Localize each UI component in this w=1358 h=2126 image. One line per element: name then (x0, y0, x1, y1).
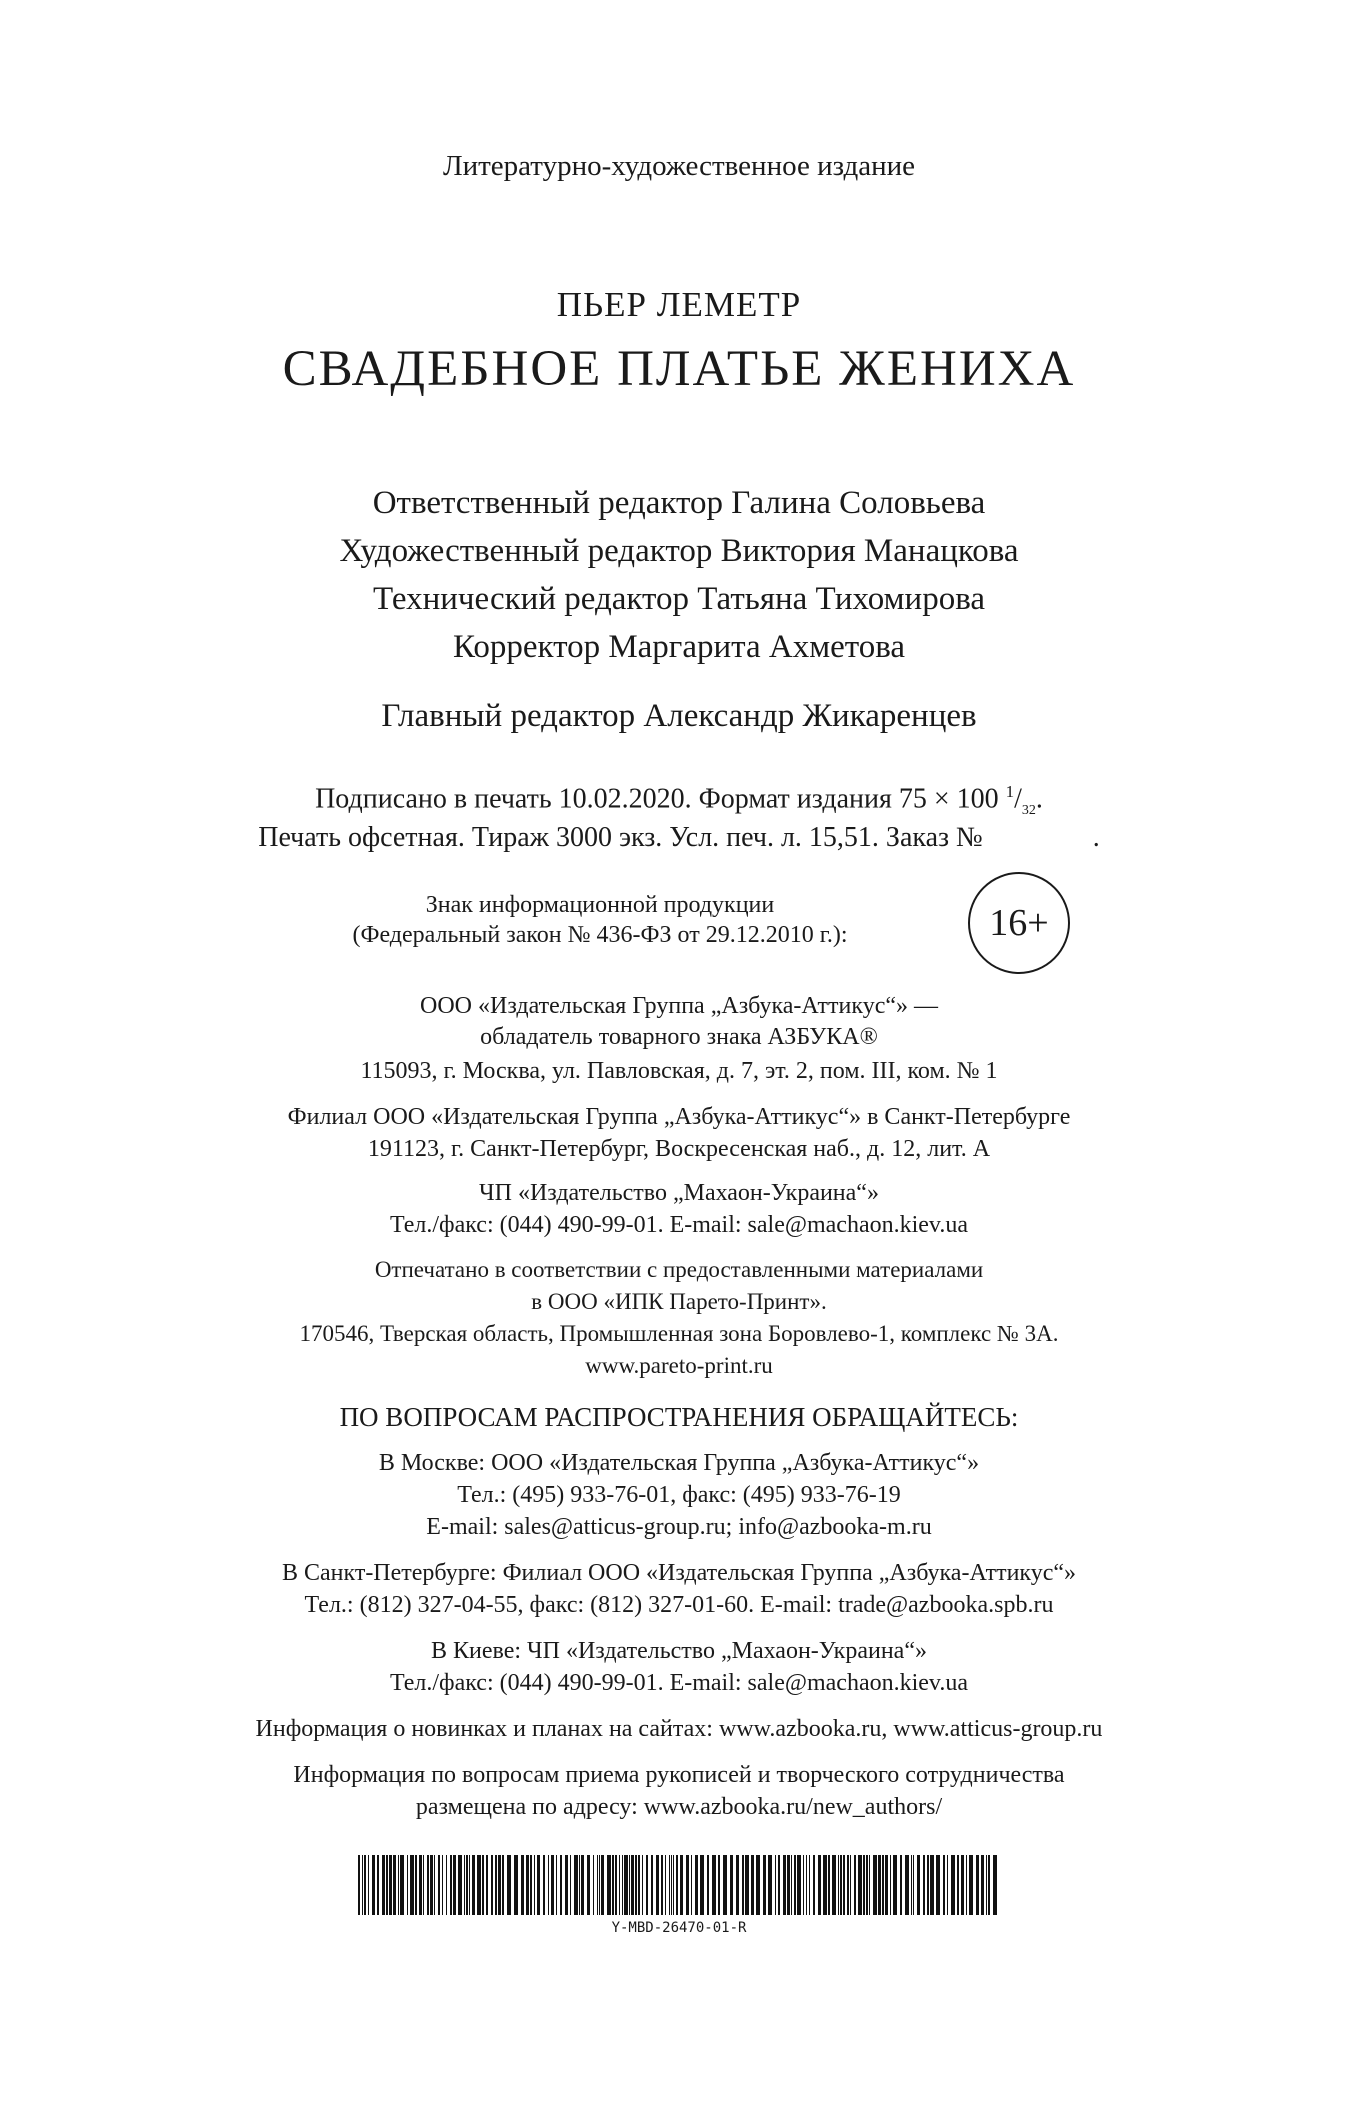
barcode-bar (818, 1855, 821, 1915)
barcode-bar (707, 1855, 709, 1915)
barcode-bar (917, 1855, 920, 1915)
barcode-bar (543, 1855, 545, 1915)
barcode-bar (885, 1855, 888, 1915)
age-rating-label: Знак информационной продукции (Федеральный закон № 436-ФЗ от 29.12.2010 г.): (352, 892, 848, 948)
barcode-bar (763, 1855, 766, 1915)
barcode-bar (673, 1855, 674, 1915)
barcode-bar (526, 1855, 529, 1915)
spb-contact: В Санкт-Петербурге: Филиал ООО «Издательская Группа „Азбука-Аттикус“» (281, 1560, 1077, 1586)
barcode-bar (560, 1855, 562, 1915)
printer-website: www.pareto-print.ru (585, 1353, 773, 1378)
barcode-bar (794, 1855, 796, 1915)
barcode-bar (745, 1855, 749, 1915)
barcode-bar (803, 1855, 804, 1915)
barcode-bar (854, 1855, 856, 1915)
barcode-bar (680, 1855, 683, 1915)
barcode-bar (951, 1855, 955, 1915)
barcode-bar (873, 1855, 877, 1915)
barcode-bar (624, 1855, 628, 1915)
barcode-bar (969, 1855, 973, 1915)
barcode-bar (453, 1855, 456, 1915)
barcode-bar (809, 1855, 810, 1915)
barcode-bar (599, 1855, 600, 1915)
barcode-bar (642, 1855, 643, 1915)
barcode-bar (410, 1855, 414, 1915)
barcode-bar (823, 1855, 827, 1915)
publisher-line: обладатель товарного знака АЗБУКА® (480, 1024, 878, 1050)
barcode-bar (882, 1855, 884, 1915)
barcode-bar (847, 1855, 849, 1915)
barcode-bar (661, 1855, 663, 1915)
barcode-bar (612, 1855, 614, 1915)
barcode-bar (372, 1855, 375, 1915)
barcode-bar (442, 1855, 443, 1915)
print-info-line2: Печать офсетная. Тираж 3000 экз. Усл. печ. л. 15,51. Заказ № . (258, 822, 1100, 853)
barcode-bar (593, 1855, 594, 1915)
barcode-bar (581, 1855, 584, 1915)
barcode-bar (712, 1855, 716, 1915)
barcode-bar (486, 1855, 488, 1915)
barcode-bar (930, 1855, 934, 1915)
branch-line: Филиал ООО «Издательская Группа „Азбука-Аттикус“» в Санкт-Петербурге (287, 1104, 1071, 1130)
barcode-bar (514, 1855, 518, 1915)
barcode-bar (976, 1855, 979, 1915)
barcode-bar (495, 1855, 497, 1915)
barcode-bar (530, 1855, 532, 1915)
barcode-bar (491, 1855, 493, 1915)
moscow-contact: В Москве: ООО «Издательская Группа „Азбука-Аттикус“» (378, 1450, 980, 1476)
barcode-bar (362, 1855, 363, 1915)
barcode-bar (923, 1855, 925, 1915)
chief-editor: Главный редактор Александр Жикаренцев (381, 698, 977, 734)
barcode-bar (464, 1855, 465, 1915)
barcode-bar (813, 1855, 815, 1915)
barcode-bar (407, 1855, 408, 1915)
barcode-bar (966, 1855, 967, 1915)
barcode-bar (669, 1855, 670, 1915)
printed-line: Отпечатано в соответствии с предоставленными материалами (374, 1257, 984, 1282)
barcode-bar (838, 1855, 839, 1915)
barcode-bar (521, 1855, 524, 1915)
barcode-bar (866, 1855, 868, 1915)
barcode-bar (446, 1855, 447, 1915)
barcode-bar (787, 1855, 790, 1915)
barcode-bar (622, 1855, 623, 1915)
barcode-bar (364, 1855, 366, 1915)
barcode-bar (676, 1855, 678, 1915)
barcode-bar (629, 1855, 630, 1915)
barcode-bar (742, 1855, 744, 1915)
barcode-bar (905, 1855, 909, 1915)
barcode-bar (638, 1855, 640, 1915)
barcode-bar (695, 1855, 698, 1915)
barcode-bar (507, 1855, 511, 1915)
barcode-bar (631, 1855, 634, 1915)
barcode-bar (635, 1855, 637, 1915)
barcode-bar (358, 1855, 360, 1915)
credit-art-editor: Художественный редактор Виктория Манацкова (339, 533, 1019, 569)
barcode-bar (686, 1855, 689, 1915)
printed-line: в ООО «ИПК Парето-Принт». (531, 1289, 827, 1314)
ukraine-contacts: Тел./факс: (044) 490-99-01. E-mail: sale@machaon.kiev.ua (389, 1212, 969, 1238)
barcode-bar (927, 1855, 929, 1915)
barcode-bar (548, 1855, 549, 1915)
barcode-bar (565, 1855, 568, 1915)
barcode-bar (587, 1855, 590, 1915)
barcode-bar (751, 1855, 754, 1915)
websites-info: Информация о новинках и планах на сайтах: www.azbooka.ru, www.atticus-group.ru (255, 1716, 1103, 1742)
barcode-bar (386, 1855, 388, 1915)
barcode-bar (382, 1855, 385, 1915)
barcode-bar (911, 1855, 912, 1915)
moscow-phone: Тел.: (495) 933-76-01, факс: (495) 933-76-19 (457, 1482, 901, 1508)
barcode-bar (850, 1855, 851, 1915)
barcode-bar (646, 1855, 648, 1915)
barcode-bar (556, 1855, 557, 1915)
barcode-bar (423, 1855, 424, 1915)
barcode-bar (574, 1855, 578, 1915)
barcode-bar (656, 1855, 659, 1915)
credit-proofreader: Корректор Маргарита Ахметова (452, 629, 906, 665)
barcode-bar (450, 1855, 452, 1915)
author-name: ПЬЕР ЛЕМЕТР (556, 285, 802, 324)
barcode-bar (534, 1855, 535, 1915)
credit-responsible-editor: Ответственный редактор Галина Соловьева (372, 485, 986, 521)
barcode-bar (981, 1855, 984, 1915)
barcode-bar (718, 1855, 720, 1915)
credit-technical-editor: Технический редактор Татьяна Тихомирова (372, 581, 985, 617)
barcode-bar (913, 1855, 914, 1915)
barcode-bar (615, 1855, 617, 1915)
barcode-bar (597, 1855, 598, 1915)
barcode-bar (466, 1855, 468, 1915)
barcode-bar (858, 1855, 862, 1915)
barcode-bar (427, 1855, 429, 1915)
barcode-bar (730, 1855, 733, 1915)
kiev-phone: Тел./факс: (044) 490-99-01. E-mail: sale@machaon.kiev.ua (389, 1670, 969, 1696)
ukraine-publisher: ЧП «Издательство „Махаон-Украина“» (479, 1180, 879, 1206)
spb-phone: Тел.: (812) 327-04-55, факс: (812) 327-01-60. E-mail: trade@azbooka.spb.ru (304, 1592, 1054, 1618)
barcode-bar (438, 1855, 440, 1915)
barcode-bar (791, 1855, 792, 1915)
barcode-bar (843, 1855, 845, 1915)
barcode-bar (863, 1855, 865, 1915)
barcode-bar (368, 1855, 369, 1915)
barcode-bar (482, 1855, 484, 1915)
barcode-bar (723, 1855, 727, 1915)
barcode-bar (988, 1855, 990, 1915)
barcode-bar (393, 1855, 396, 1915)
barcode-bar (472, 1855, 475, 1915)
barcode-bar (993, 1855, 997, 1915)
barcode-bar (783, 1855, 786, 1915)
print-info-line1: Подписано в печать 10.02.2020. Формат издания 75 × 100 $^1/_{32}$. (315, 782, 1043, 818)
barcode-bar (477, 1855, 481, 1915)
barcode-bar (797, 1855, 801, 1915)
barcode-bar (458, 1855, 462, 1915)
moscow-email: E-mail: sales@atticus-group.ru; info@azbooka-m.ru (426, 1514, 932, 1540)
book-title: СВАДЕБНОЕ ПЛАТЬЕ ЖЕНИХА (282, 341, 1076, 397)
printed-address: 170546, Тверская область, Промышленная зона Боровлево-1, комплекс № 3А. (299, 1321, 1059, 1346)
barcode-bar (398, 1855, 399, 1915)
barcode-bar (768, 1855, 772, 1915)
barcode-bar (469, 1855, 470, 1915)
barcode-bar (570, 1855, 571, 1915)
publisher-address: 115093, г. Москва, ул. Павловская, д. 7, эт. 2, пом. III, ком. № 1 (360, 1058, 998, 1084)
barcode-bar (775, 1855, 776, 1915)
barcode-bar (900, 1855, 902, 1915)
barcode-bar (832, 1855, 836, 1915)
barcode-bar (947, 1855, 948, 1915)
publisher-line: ООО «Издательская Группа „Азбука-Аттикус“» — (420, 993, 938, 1019)
barcode (358, 1855, 1000, 1925)
barcode-text: Y-MBD-26470-01-R (611, 1920, 747, 1936)
barcode-bar (502, 1855, 504, 1915)
barcode-bar (806, 1855, 807, 1915)
barcode-bar (756, 1855, 760, 1915)
barcode-bar (893, 1855, 897, 1915)
barcode-bar (961, 1855, 964, 1915)
barcode-bar (389, 1855, 392, 1915)
barcode-bar (537, 1855, 540, 1915)
genre-line: Литературно-художественное издание (442, 150, 916, 182)
age-rating-block (0, 872, 1358, 972)
barcode-bar (986, 1855, 987, 1915)
barcode-bar (607, 1855, 611, 1915)
distribution-heading: ПО ВОПРОСАМ РАСПРОСТРАНЕНИЯ ОБРАЩАЙТЕСЬ: (339, 1402, 1019, 1432)
barcode-bar (434, 1855, 435, 1915)
barcode-bar (377, 1855, 379, 1915)
barcode-bar (619, 1855, 620, 1915)
kiev-contact: В Киеве: ЧП «Издательство „Махаон-Украина“» (431, 1638, 927, 1664)
barcode-bar (936, 1855, 940, 1915)
barcode-bar (878, 1855, 881, 1915)
barcode-bar (665, 1855, 666, 1915)
age-rating-badge: 16+ (968, 872, 1070, 974)
barcode-bar (778, 1855, 780, 1915)
branch-address: 191123, г. Санкт-Петербург, Воскресенская наб., д. 12, лит. А (367, 1136, 991, 1162)
barcode-bar (828, 1855, 830, 1915)
barcode-bar (700, 1855, 704, 1915)
barcode-bar (736, 1855, 739, 1915)
barcode-bar (419, 1855, 422, 1915)
barcode-bar (498, 1855, 501, 1915)
barcode-bar (579, 1855, 580, 1915)
barcode-bar (651, 1855, 653, 1915)
barcode-bar (415, 1855, 417, 1915)
barcode-bar (551, 1855, 554, 1915)
barcode-bars (358, 1855, 1000, 1915)
manuscripts-info: Информация по вопросам приема рукописей и творческого сотрудничества (293, 1762, 1065, 1788)
barcode-bar (943, 1855, 945, 1915)
barcode-bar (691, 1855, 692, 1915)
barcode-bar (840, 1855, 842, 1915)
barcode-bar (430, 1855, 433, 1915)
barcode-bar (601, 1855, 604, 1915)
manuscripts-address: размещена по адресу: www.azbooka.ru/new_authors/ (415, 1794, 943, 1820)
barcode-bar (869, 1855, 870, 1915)
barcode-bar (957, 1855, 959, 1915)
barcode-bar (671, 1855, 672, 1915)
barcode-bar (400, 1855, 404, 1915)
barcode-bar (890, 1855, 891, 1915)
